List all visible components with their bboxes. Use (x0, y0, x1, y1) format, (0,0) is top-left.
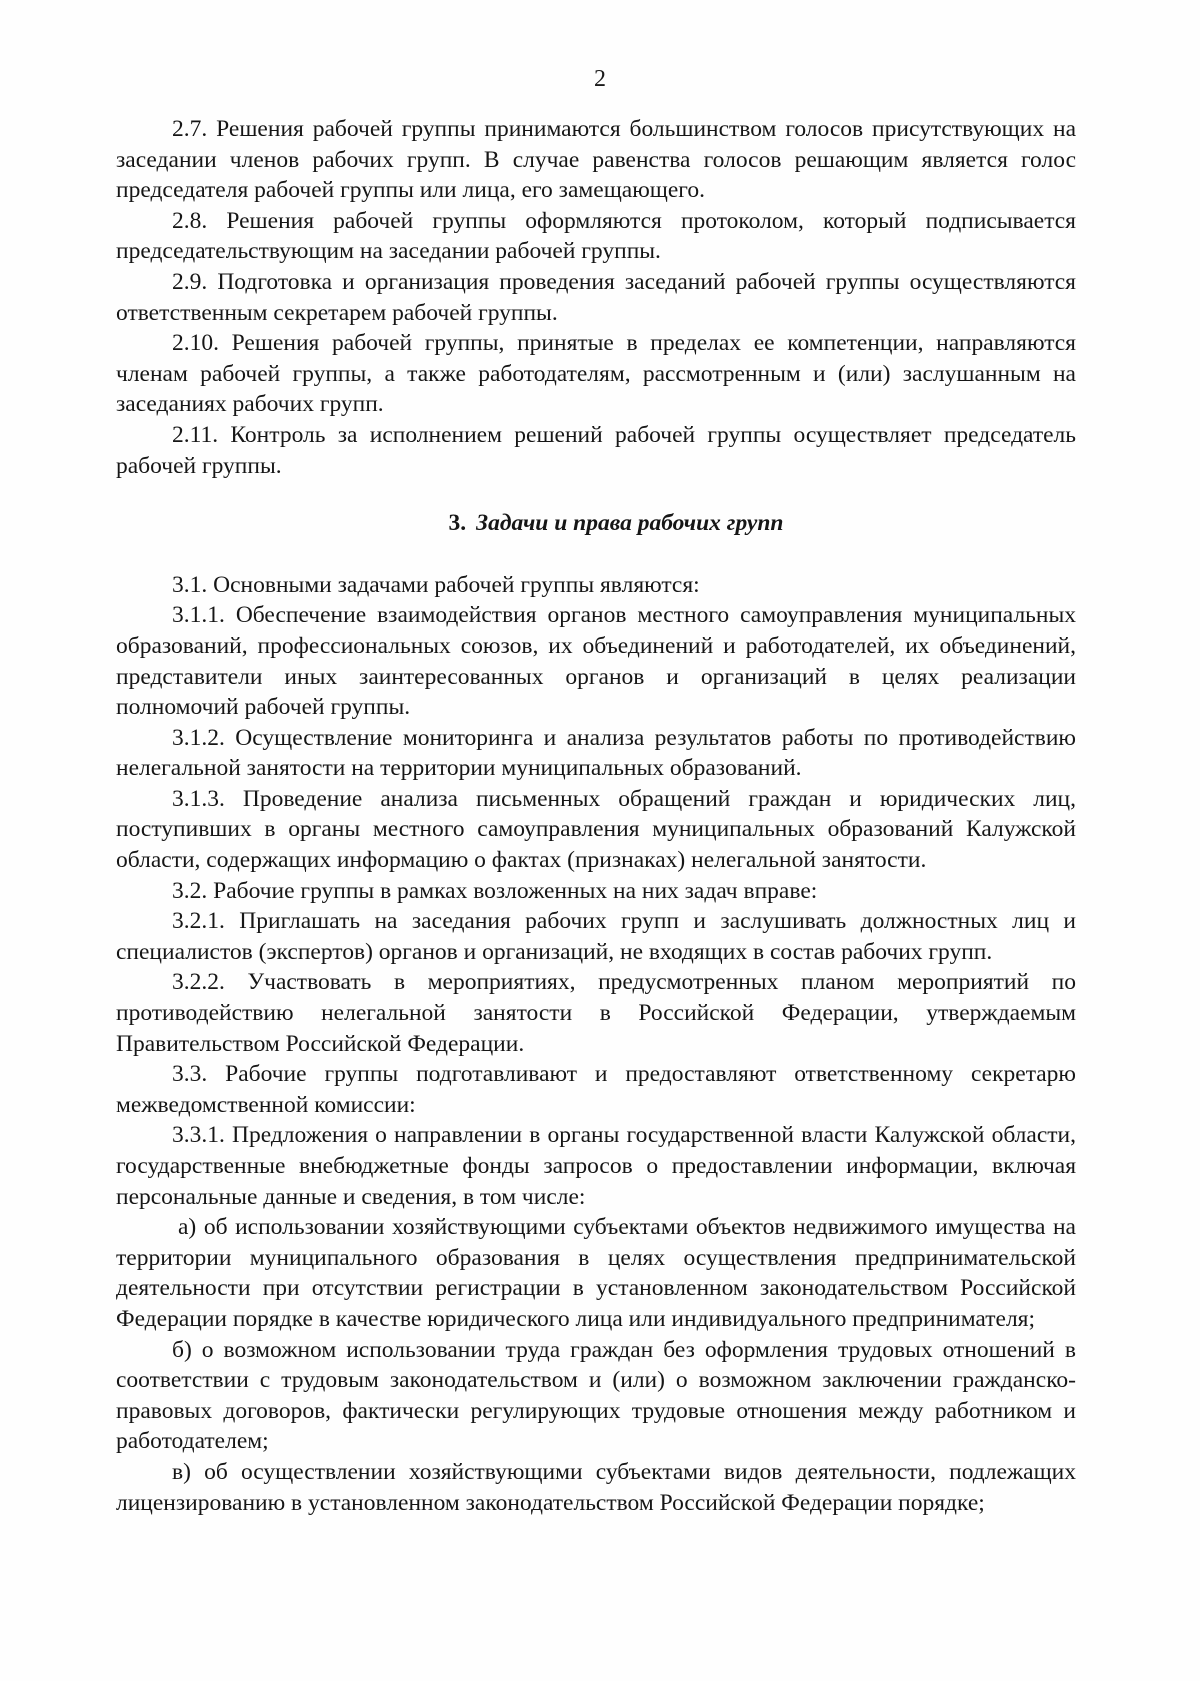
document-body (116, 114, 1076, 1518)
paragraph-2-11: 2.11. Контроль за исполнением решений рабочей группы осуществляет председатель рабочей группы. (116, 421, 1076, 479)
section-number: 3. (448, 510, 467, 537)
paragraph-3-3: 3.3. Рабочие группы подготавливают и предоставляют ответственному секретарю межведомственной комиссии: (116, 1061, 1076, 1118)
paragraph-3-1-3: 3.1.3. Проведение анализа письменных обращений граждан и юридических лиц, поступивших в органы местного самоуправления муниципальных образований Калужской области, содержащих информацию о фактах (признаках) нелегальной занятости. (116, 785, 1076, 874)
paragraph-2-8: 2.8. Решения рабочей группы оформляются протоколом, который подписывается председательствующим на заседании рабочей группы. (116, 207, 1076, 265)
paragraph-3-1-1: 3.1.1. Обеспечение взаимодействия органов местного самоуправления муниципальных образований, профессиональных союзов, их объединений и работодателей, их объединений, представители иных заинтересованных органов и организаций в целях реализации полномочий рабочей группы. (116, 602, 1076, 721)
paragraph-3-2-2: 3.2.2. Участвовать в мероприятиях, предусмотренных планом мероприятий по противодействию нелегальной занятости в Российской Федерации, утверждаемым Правительством Российской Федерации. (116, 969, 1076, 1057)
paragraph-3-2: 3.2. Рабочие группы в рамках возложенных на них задач вправе: (172, 877, 818, 904)
list-item-v: в) об осуществлении хозяйствующими субъектами видов деятельности, подлежащих лицензированию в установленном законодательством Российской Федерации порядке; (116, 1458, 1076, 1516)
paragraph-3-1-2: 3.1.2. Осуществление мониторинга и анализа результатов работы по противодействию нелегальной занятости на территории муниципальных образований. (116, 724, 1076, 782)
paragraph-3-2-1: 3.2.1. Приглашать на заседания рабочих групп и заслушивать должностных лиц и специалистов (экспертов) органов и организаций, не входящих в состав рабочих групп. (116, 908, 1076, 965)
paragraph-2-9: 2.9. Подготовка и организация проведения заседаний рабочей группы осуществляются ответственным секретарем рабочей группы. (116, 268, 1076, 326)
list-item-a: а) об использовании хозяйствующими субъектами объектов недвижимого имущества на территории муниципального образования в целях осуществления предпринимательской деятельности при отсутствии регистрации в установленном законодательством Российской Федерации порядке в качестве юридического лица или индивидуального предпринимателя; (116, 1214, 1076, 1332)
section-title: Задачи и права рабочих групп (476, 510, 784, 537)
section-heading (116, 508, 1076, 539)
paragraph-2-10: 2.10. Решения рабочей группы, принятые в пределах ее компетенции, направляются членам рабочей группы, а также работодателям, рассмотренным и (или) заслушанным на заседаниях рабочих групп. (116, 330, 1076, 418)
page-number: 2 (594, 66, 606, 92)
paragraph-3-3-1: 3.3.1. Предложения о направлении в органы государственной власти Калужской области, государственные внебюджетные фонды запросов о предоставлении информации, включая персональные данные и сведения, в том числе: (116, 1122, 1076, 1210)
paragraph-3-1: 3.1. Основными задачами рабочей группы являются: (172, 571, 700, 598)
paragraph-2-7: 2.7. Решения рабочей группы принимаются большинством голосов присутствующих на заседании членов рабочих групп. В случае равенства голосов решающим является голос председателя рабочей группы или лица, его замещающего. (116, 116, 1076, 204)
list-item-b: б) о возможном использовании труда граждан без оформления трудовых отношений в соответствии с трудовым законодательством и (или) о возможном заключении гражданско-правовых договоров, фактически регулирующих трудовые отношения между работником и работодателем; (116, 1336, 1076, 1455)
